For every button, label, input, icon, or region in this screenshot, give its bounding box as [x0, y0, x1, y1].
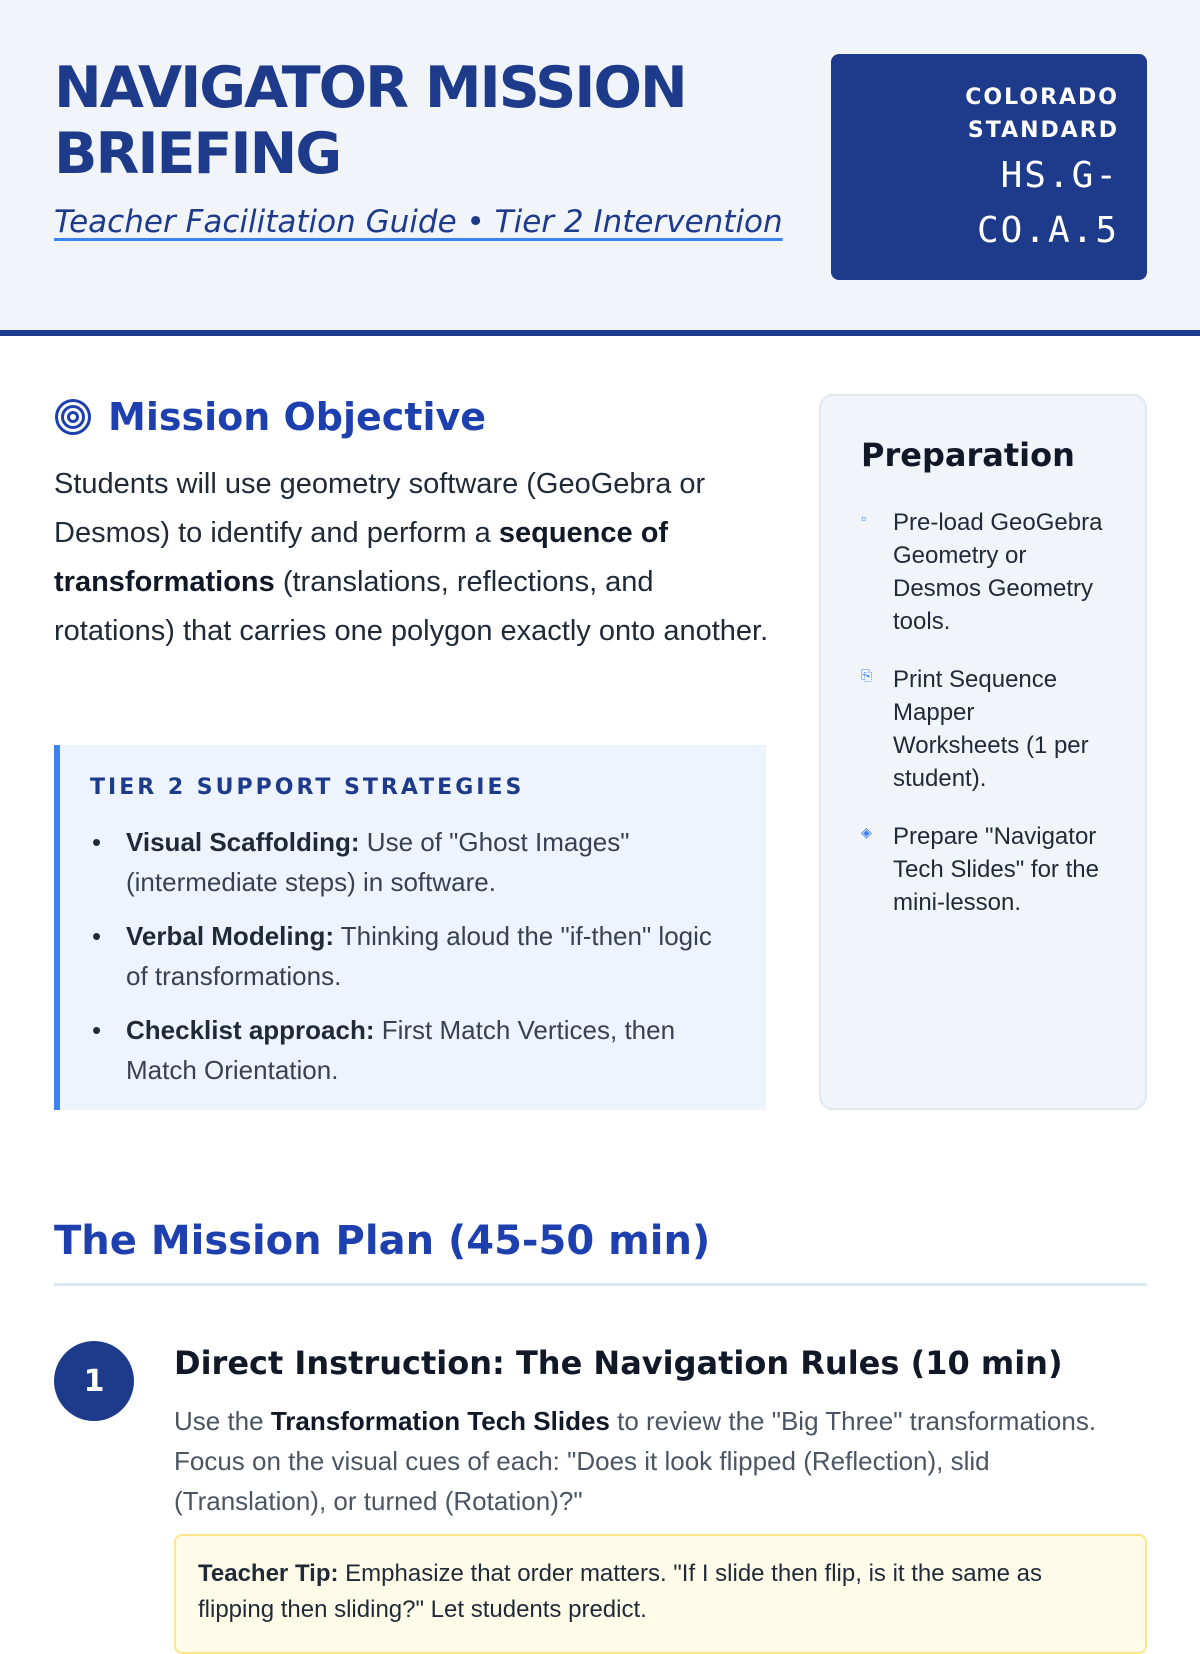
standard-badge: [831, 54, 1147, 280]
tier2-item-term: Verbal Modeling:: [126, 921, 335, 951]
tip-label: Teacher Tip:: [198, 1560, 339, 1587]
step-text-end: to review the "Big Three" transformations. Focus on the visual cues of each: "Does it look flipped (Reflection), slid (Translation), or turned (Rotation)?": [174, 1406, 1097, 1516]
tier2-strategies-box: [54, 745, 766, 1110]
preparation-item-text: Pre-load GeoGebra Geometry or Desmos Geometry tools.: [893, 509, 1103, 635]
bullet: •: [92, 921, 102, 951]
tier2-item-text: Thinking aloud the "if-then" logic of transformations.: [126, 921, 712, 991]
preparation-card: [819, 394, 1147, 1110]
bullet: •: [92, 827, 102, 857]
objective-text-start: Students will use geometry software (GeoGebra or Desmos) to identify and perform a: [54, 468, 706, 549]
standard-label-line-1: COLORADO: [965, 85, 1119, 110]
standard-label-line-2: STANDARD: [967, 118, 1119, 143]
preparation-item: [861, 506, 1105, 638]
bullet: •: [92, 1015, 102, 1045]
standard-code-line-2: CO.A.5: [976, 210, 1119, 251]
preparation-item: [861, 663, 1105, 795]
tier2-item-term: Checklist approach:: [126, 1015, 375, 1045]
tip-text: Emphasize that order matters. "If I slide then flip, is it the same as flipping then sliding?" Let students predict.: [198, 1560, 1042, 1623]
step-text-start: Use the: [174, 1406, 271, 1436]
page-subtitle: Teacher Facilitation Guide • Tier 2 Intervention: [54, 204, 783, 240]
section-divider: [54, 1283, 1147, 1286]
preparation-item-text: Print Sequence Mapper Worksheets (1 per student).: [893, 666, 1089, 792]
copy-icon: ⎘: [861, 667, 873, 683]
teacher-tip-box: [174, 1534, 1147, 1654]
objective-title: Mission Objective: [108, 395, 487, 439]
tier2-item: [90, 916, 736, 996]
tier2-item: [90, 822, 736, 902]
step-title: Direct Instruction: The Navigation Rules (10 min): [174, 1344, 1063, 1382]
tier2-heading: TIER 2 SUPPORT STRATEGIES: [90, 775, 525, 800]
preparation-item: [861, 820, 1105, 919]
tier2-item-text: Use of "Ghost Images" (intermediate steps) in software.: [126, 827, 630, 897]
tier2-item-text: First Match Vertices, then Match Orientation.: [126, 1015, 676, 1085]
page-title: NAVIGATOR MISSION BRIEFING: [54, 55, 686, 187]
objective-text-emphasis: sequence of transformations: [54, 517, 669, 598]
standard-code-line-1: HS.G-: [1000, 155, 1119, 196]
objective-description: [54, 460, 774, 656]
step-description: [174, 1401, 1104, 1521]
preparation-item-text: Prepare "Navigator Tech Slides" for the mini-lesson.: [893, 823, 1099, 916]
tier2-item-term: Visual Scaffolding:: [126, 827, 360, 857]
objective-heading: [54, 395, 486, 439]
step-text-emphasis: Transformation Tech Slides: [270, 1406, 610, 1436]
tier2-list: [90, 822, 736, 1090]
layers-icon: ◈: [861, 824, 872, 840]
preparation-title: Preparation: [861, 436, 1075, 474]
tier2-item: [90, 1010, 736, 1090]
objective-text-end: (translations, reflections, and rotations) that carries one polygon exactly onto another.: [54, 566, 769, 647]
step-number-badge: 1: [54, 1341, 134, 1421]
page-header: [0, 0, 1200, 336]
target-icon: [54, 398, 92, 436]
checkbox-icon: ▫: [861, 510, 866, 526]
mission-plan-title: The Mission Plan (45-50 min): [54, 1218, 711, 1264]
